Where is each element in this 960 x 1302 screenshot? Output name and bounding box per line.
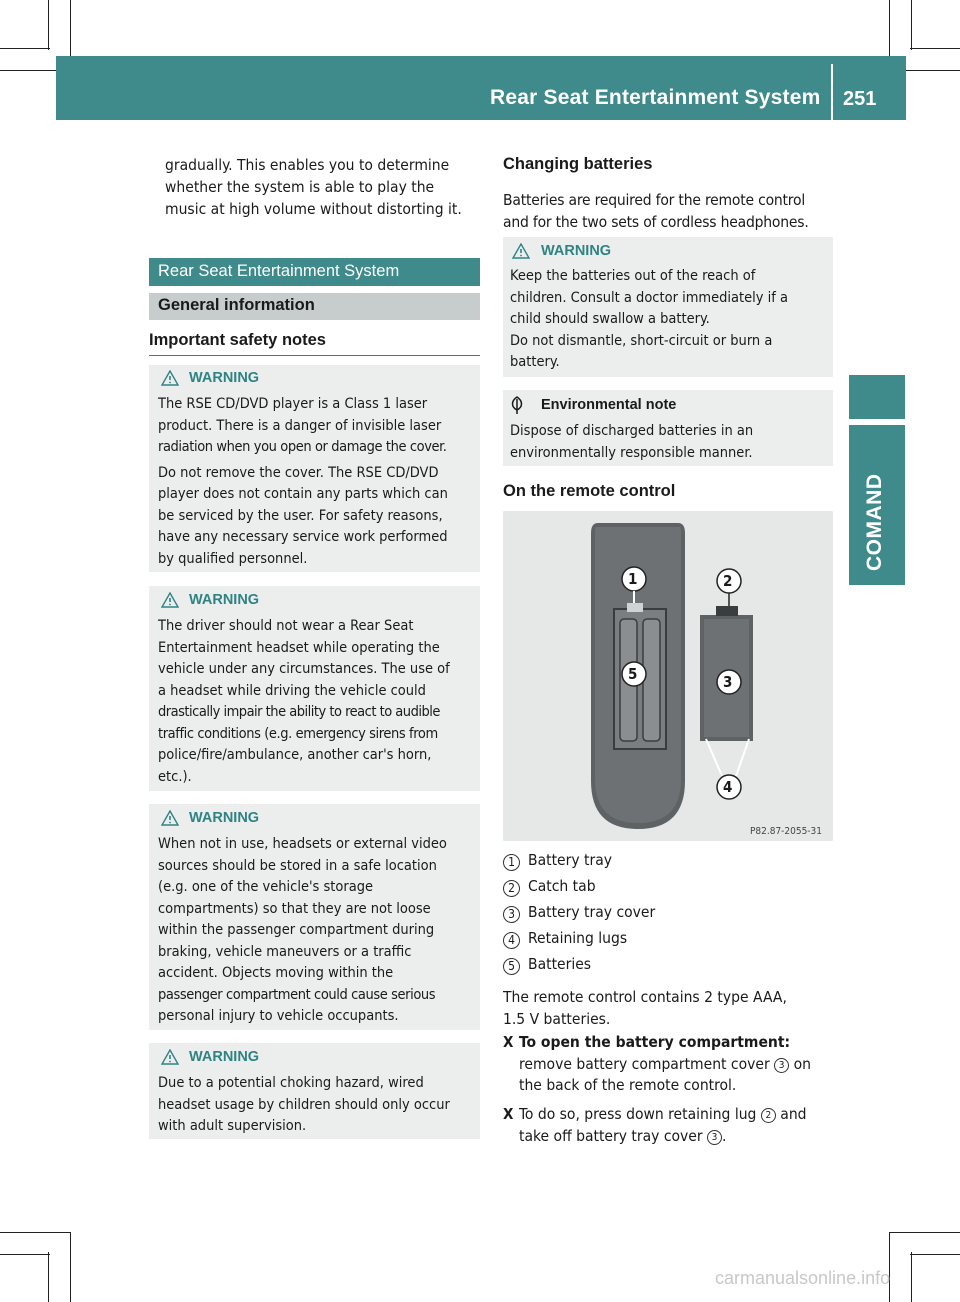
subheading: On the remote control xyxy=(503,482,676,500)
text-line: by qualified personnel. xyxy=(158,550,308,567)
legend-number: 5 xyxy=(503,958,520,975)
callout-2: 2 xyxy=(723,572,733,590)
crop-mark xyxy=(911,1252,912,1302)
environmental-note-text xyxy=(510,421,753,464)
text-line: accident. Objects moving within the xyxy=(158,965,394,981)
text-line: a headset while driving the vehicle could xyxy=(158,682,426,699)
callout-1: 1 xyxy=(628,570,638,588)
warning-label: WARNING xyxy=(189,592,260,608)
step-line: on xyxy=(793,1054,811,1073)
warning-triangle-icon xyxy=(161,370,179,386)
legend-text: Catch tab xyxy=(528,877,596,895)
page-number: 251 xyxy=(843,88,877,110)
text-line: Entertainment headset while operating the xyxy=(158,639,440,656)
text-line: with adult supervision. xyxy=(158,1118,307,1134)
section-heading: Changing batteries xyxy=(503,155,653,173)
text-line: When not in use, headsets or external video xyxy=(158,836,447,852)
warning-text xyxy=(158,834,447,1032)
text-line: child should swallow a battery. xyxy=(510,311,710,327)
warning-text xyxy=(158,1073,450,1142)
step-line: and xyxy=(780,1105,807,1123)
text-line: Do not remove the cover. The RSE CD/DVD xyxy=(158,464,439,481)
body-line: The remote control contains 2 type AAA, xyxy=(503,988,787,1006)
intro-line: Batteries are required for the remote control xyxy=(503,191,805,209)
text-line: compartments) so that they are not loose xyxy=(158,900,431,917)
step-arrow-icon: X xyxy=(503,1105,514,1123)
text-line: Do not dismantle, short-circuit or burn a xyxy=(510,332,773,349)
text-line: Keep the batteries out of the reach of xyxy=(510,268,756,284)
page-header-title: Rear Seat Entertainment System xyxy=(490,86,821,109)
subheading: Important safety notes xyxy=(149,331,326,349)
text-line: Dispose of discharged batteries in an xyxy=(510,423,754,439)
heading-rule xyxy=(149,355,480,356)
crop-mark xyxy=(910,48,960,49)
intro-line: and for the two sets of cordless headphones. xyxy=(503,213,809,231)
crop-mark xyxy=(910,1254,960,1255)
text-line: product. There is a danger of invisible laser xyxy=(158,417,442,434)
text-line: within the passenger compartment during xyxy=(158,922,435,938)
subsection-title-bar xyxy=(149,293,480,320)
text-line: braking, vehicle maneuvers or a traffic xyxy=(158,943,412,960)
step-arrow-icon: X xyxy=(503,1033,514,1051)
figure-code: P82.87-2055-31 xyxy=(750,826,823,837)
text-line: etc.). xyxy=(158,768,192,785)
callout-5: 5 xyxy=(628,665,638,683)
environmental-note-label: Environmental note xyxy=(541,397,677,413)
section-title-bar xyxy=(149,258,480,286)
text-line: police/fire/ambulance, another car's horn, xyxy=(158,747,432,763)
text-line: Due to a potential choking hazard, wired xyxy=(158,1075,424,1091)
step-heading: To open the battery compartment: xyxy=(519,1033,791,1051)
watermark: carmanualsonline.info xyxy=(715,1268,891,1288)
warning-triangle-icon xyxy=(161,810,179,826)
warning-text xyxy=(158,394,448,574)
crop-mark xyxy=(911,0,912,50)
remote-control-illustration xyxy=(503,511,833,841)
warning-label: WARNING xyxy=(541,243,612,259)
warning-triangle-icon xyxy=(161,1049,179,1065)
text-line: sources should be stored in a safe location xyxy=(158,857,437,874)
text-line: battery. xyxy=(510,354,560,370)
environment-leaf-icon xyxy=(508,395,526,415)
text-line: player does not contain any parts which can xyxy=(158,486,448,502)
warning-label: WARNING xyxy=(189,810,260,826)
crop-mark xyxy=(890,1232,960,1233)
warning-label: WARNING xyxy=(189,1049,260,1065)
text-line: radiation when you open or damage the cover. xyxy=(158,439,447,455)
text-line: vehicle under any circumstances. The use of xyxy=(158,661,450,677)
remote-control-figure xyxy=(503,511,833,841)
text-line: drastically impair the ability to react to audible xyxy=(158,704,440,720)
crop-mark xyxy=(0,1254,50,1255)
section-title: Rear Seat Entertainment System xyxy=(158,262,400,280)
warning-text xyxy=(510,266,788,374)
legend-number: 2 xyxy=(503,880,520,897)
warning-text xyxy=(158,616,450,792)
legend-text: Batteries xyxy=(528,955,592,973)
step-line: the back of the remote control. xyxy=(519,1076,737,1094)
legend-text: Retaining lugs xyxy=(528,929,628,947)
text-line: children. Consult a doctor immediately if a xyxy=(510,289,789,306)
text-line: The RSE CD/DVD player is a Class 1 laser xyxy=(158,396,428,412)
callout-3: 3 xyxy=(723,673,733,691)
crop-mark xyxy=(0,1232,70,1233)
step-line: remove battery compartment cover xyxy=(519,1054,770,1073)
crop-mark xyxy=(70,1232,71,1302)
text-line: headset usage by children should only occur xyxy=(158,1096,450,1113)
legend-number: 1 xyxy=(503,854,520,871)
text-line: be serviced by the user. For safety reasons, xyxy=(158,507,443,524)
crop-mark xyxy=(0,48,50,49)
subsection-title: General information xyxy=(158,296,315,314)
callout-4: 4 xyxy=(723,778,733,796)
text-line: (e.g. one of the vehicle's storage xyxy=(158,879,374,895)
legend-text: Battery tray xyxy=(528,851,613,869)
body-line: 1.5 V batteries. xyxy=(503,1010,611,1028)
step-line: take off battery tray cover xyxy=(519,1126,703,1145)
text-line: The driver should not wear a Rear Seat xyxy=(158,618,414,634)
text-line: passenger compartment could cause serious xyxy=(158,986,436,1003)
legend-number: 4 xyxy=(503,932,520,949)
intro-line: whether the system is able to play the xyxy=(165,178,435,196)
header-separator xyxy=(831,64,833,120)
crop-mark xyxy=(48,0,49,50)
warning-label: WARNING xyxy=(189,370,260,386)
step-text xyxy=(519,1032,835,1097)
warning-triangle-icon xyxy=(161,592,179,608)
text-line: environmentally responsible manner. xyxy=(510,444,753,461)
step-text xyxy=(519,1104,835,1147)
text-line: personal injury to vehicle occupants. xyxy=(158,1008,399,1024)
legend-text: Battery tray cover xyxy=(528,903,656,921)
side-tab-marker xyxy=(849,375,905,419)
ref-number: 2 xyxy=(761,1108,776,1123)
side-tab-comand xyxy=(849,425,905,585)
intro-line: gradually. This enables you to determine xyxy=(165,156,450,174)
legend-number: 3 xyxy=(503,906,520,923)
ref-number: 3 xyxy=(707,1130,722,1145)
step-line: To do so, press down retaining lug xyxy=(519,1105,757,1123)
crop-mark xyxy=(889,1232,890,1302)
ref-number: 3 xyxy=(774,1058,789,1073)
intro-line: music at high volume without distorting it. xyxy=(165,200,462,218)
crop-mark xyxy=(48,1252,49,1302)
warning-triangle-icon xyxy=(512,243,530,259)
text-line: have any necessary service work performed xyxy=(158,529,448,545)
side-tab-label: COMAND xyxy=(863,473,886,571)
text-line: traffic conditions (e.g. emergency sirens from xyxy=(158,725,438,742)
step-line: . xyxy=(722,1126,727,1145)
